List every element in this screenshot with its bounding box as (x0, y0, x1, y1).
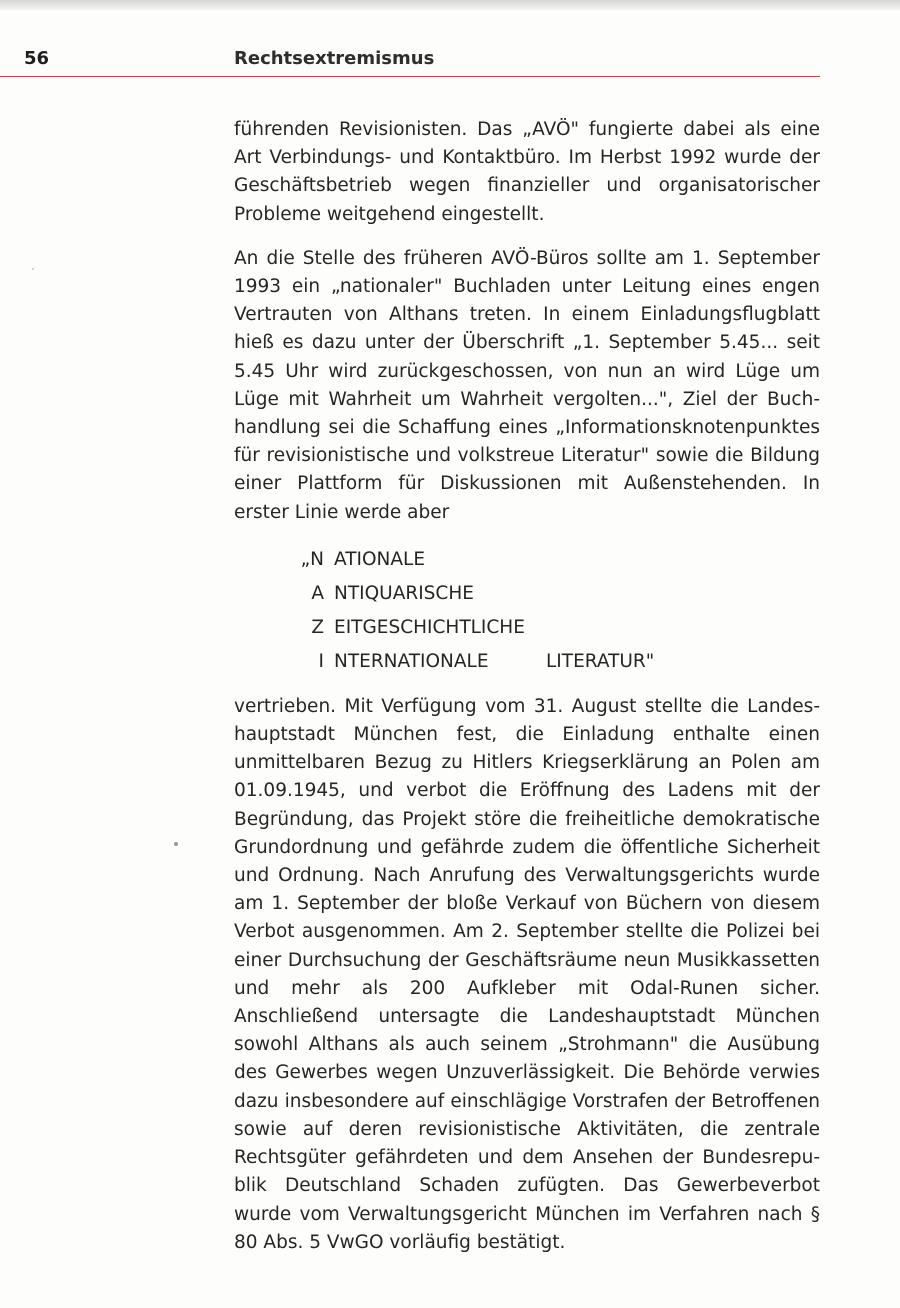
running-head: Rechtsextremismus (234, 48, 435, 69)
acrostic-word: NTIQUARISCHE (334, 582, 474, 604)
acrostic-tail: LITERATUR" (546, 650, 655, 672)
acrostic-row (288, 611, 820, 645)
paragraph-1: führenden Revisionisten. Das „AVÖ" fungierte dabei als eine Art Verbindungs- und Kontaktbüro. Im Herbst 1992 wurde der Geschäftsbetrieb wegen finanzieller und organisatorischer Probleme weitgehend eingestellt. (234, 119, 820, 225)
acrostic-row (288, 645, 820, 679)
acrostic-block (288, 543, 820, 679)
paragraph-3: vertrieben. Mit Verfügung vom 31. August stellte die Landeshauptstadt München fest, die Einladung enthalte einen unmittelbaren Bezug zu Hitlers Kriegserklärung an Polen am 01.09.1945, und verbot die Eröffnung des Ladens mit der Begründung, das Projekt störe die freiheitliche demokratische Grundordnung und gefährde zudem die öffentliche Sicherheit und Ordnung. Nach Anrufung des Verwaltungsgerichts wurde am 1. September der bloße Verkauf von Büchern von diesem Verbot ausgenommen. Am 2. September stellte die Polizei bei einer Durchsuchung der Geschäftsräume neun Musikkassetten und mehr als 200 Aufkleber mit Odal-Runen sicher. Anschließend untersagte die Landeshauptstadt München sowohl Althans als auch seinem „Strohmann" die Ausübung des Gewerbes wegen Unzuverlässigkeit. Die Behörde verwies dazu insbesondere auf einschlägige Vorstrafen der Betroffenen sowie auf deren revisionistische Aktivitäten, die zentrale Rechtsgüter gefährdeten und dem Ansehen der Bundesrepublik Deutschland Schaden zufügten. Das Gewerbeverbot wurde vom Verwaltungsgericht München im Verfahren nach § 80 Abs. 5 VwGO vorläufig bestätigt. (234, 695, 820, 1253)
acrostic-word: ATIONALE (334, 548, 426, 570)
acrostic-letter: I (318, 650, 324, 672)
acrostic-word: EITGESCHICHTLICHE (334, 616, 525, 638)
page-top-edge (0, 0, 900, 10)
acrostic-letter: „N (300, 548, 324, 570)
acrostic-word: NTERNATIONALE (334, 650, 489, 672)
scan-speck (32, 268, 34, 270)
header-rule (0, 76, 820, 77)
page-header (0, 44, 900, 84)
paragraph-2: An die Stelle des früheren AVÖ-Büros sollte am 1. September 1993 ein „nationaler" Buchladen unter Leitung eines engen Vertrauten von Althans treten. In einem Einladungsflugblatt hieß es dazu unter der Überschrift „1. September 5.45... seit 5.45 Uhr wird zurückgeschossen, von nun an wird Lüge um Lüge mit Wahrheit um Wahrheit vergolten...", Ziel der Buchhandlung sei die Schaffung eines „Informationsknotenpunktes für revisionistische und volkstreue Literatur" sowie die Bildung einer Plattform für Diskussionen mit Außenstehenden. In erster Linie werde aber (234, 247, 820, 523)
acrostic-row (288, 577, 820, 611)
acrostic-row (288, 543, 820, 577)
acrostic-letter: Z (311, 616, 324, 638)
acrostic-letter: A (311, 582, 324, 604)
body-text (234, 116, 820, 1257)
scan-speck (174, 842, 178, 846)
page-number: 56 (24, 48, 50, 69)
